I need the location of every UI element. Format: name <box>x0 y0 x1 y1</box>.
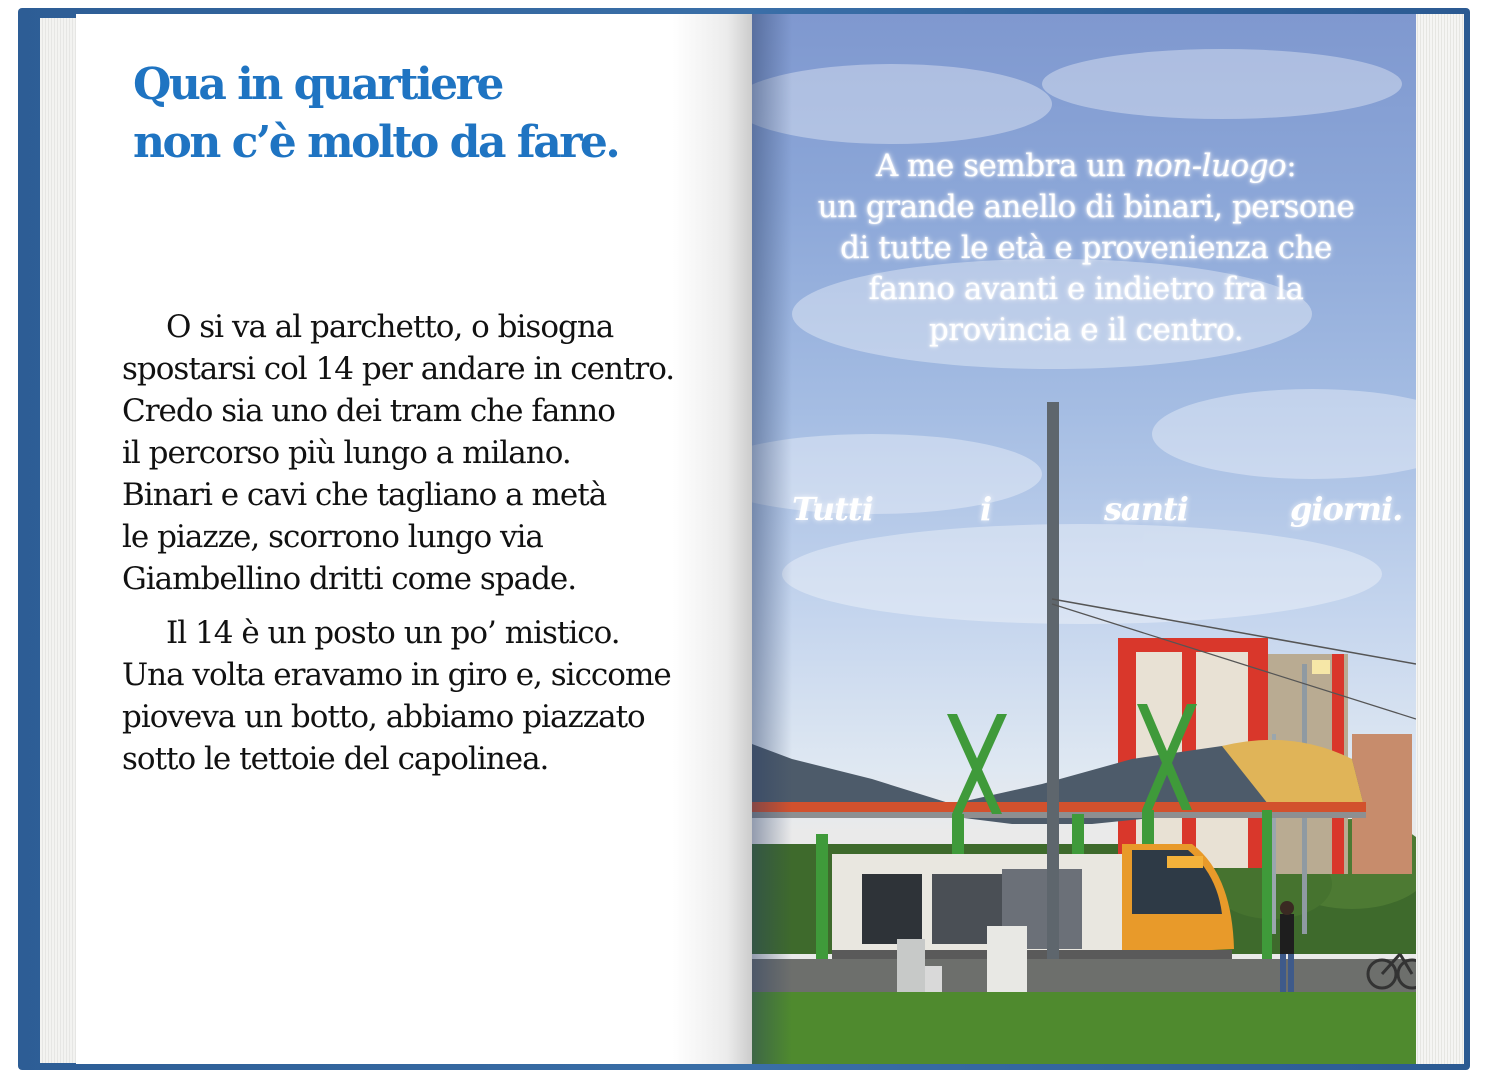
page-edges-right <box>1412 14 1464 1064</box>
paragraph-2 <box>122 612 742 780</box>
text-line: Giambellino dritti come spade. <box>122 561 577 597</box>
text-line: le piazze, scorrono lungo via <box>122 519 543 555</box>
quote-line: provincia e il centro. <box>928 312 1244 348</box>
page-edges-left <box>40 18 78 1063</box>
quote-line: fanno avanti e indietro fra la <box>868 271 1304 307</box>
text-line: Il 14 è un posto un po’ mistico. <box>166 615 620 651</box>
quote-line: A me sembra un non-luogo: <box>875 148 1297 184</box>
text-line: pioveva un botto, abbiamo piazzato <box>122 699 645 735</box>
quote-line: di tutte le età e provenienza che <box>840 230 1332 266</box>
text-line: il percorso più lungo a milano. <box>122 435 571 471</box>
platform <box>752 959 1416 994</box>
text-line: Binari e cavi che tagliano a metà <box>122 477 607 513</box>
headline-line: Qua in quartiere <box>133 59 502 110</box>
body-text <box>122 306 742 780</box>
text-line: Una volta eravamo in giro e, siccome <box>122 657 671 693</box>
text-line: Credo sia uno dei tram che fanno <box>122 393 615 429</box>
tram <box>832 844 1234 964</box>
quote-line: un grande anello di binari, persone <box>817 189 1355 225</box>
photo-quote <box>776 146 1396 351</box>
text-line: O si va al parchetto, o bisogna <box>166 309 614 345</box>
paragraph-1 <box>122 306 742 600</box>
tagline-word: giorni. <box>1290 490 1403 528</box>
catenary-pole <box>1047 402 1059 1002</box>
emphasis: non-luogo <box>1134 148 1287 184</box>
text-line: spostarsi col 14 per andare in centro. <box>122 351 675 387</box>
page-headline <box>133 56 733 172</box>
tagline-word: i <box>980 490 992 528</box>
tagline-word: Tutti <box>792 490 873 528</box>
tagline-word: santi <box>1104 490 1188 528</box>
headline-line: non c’è molto da fare. <box>133 117 619 168</box>
text-line: sotto le tettoie del capolinea. <box>122 741 549 777</box>
grass-lawn <box>752 992 1416 1064</box>
